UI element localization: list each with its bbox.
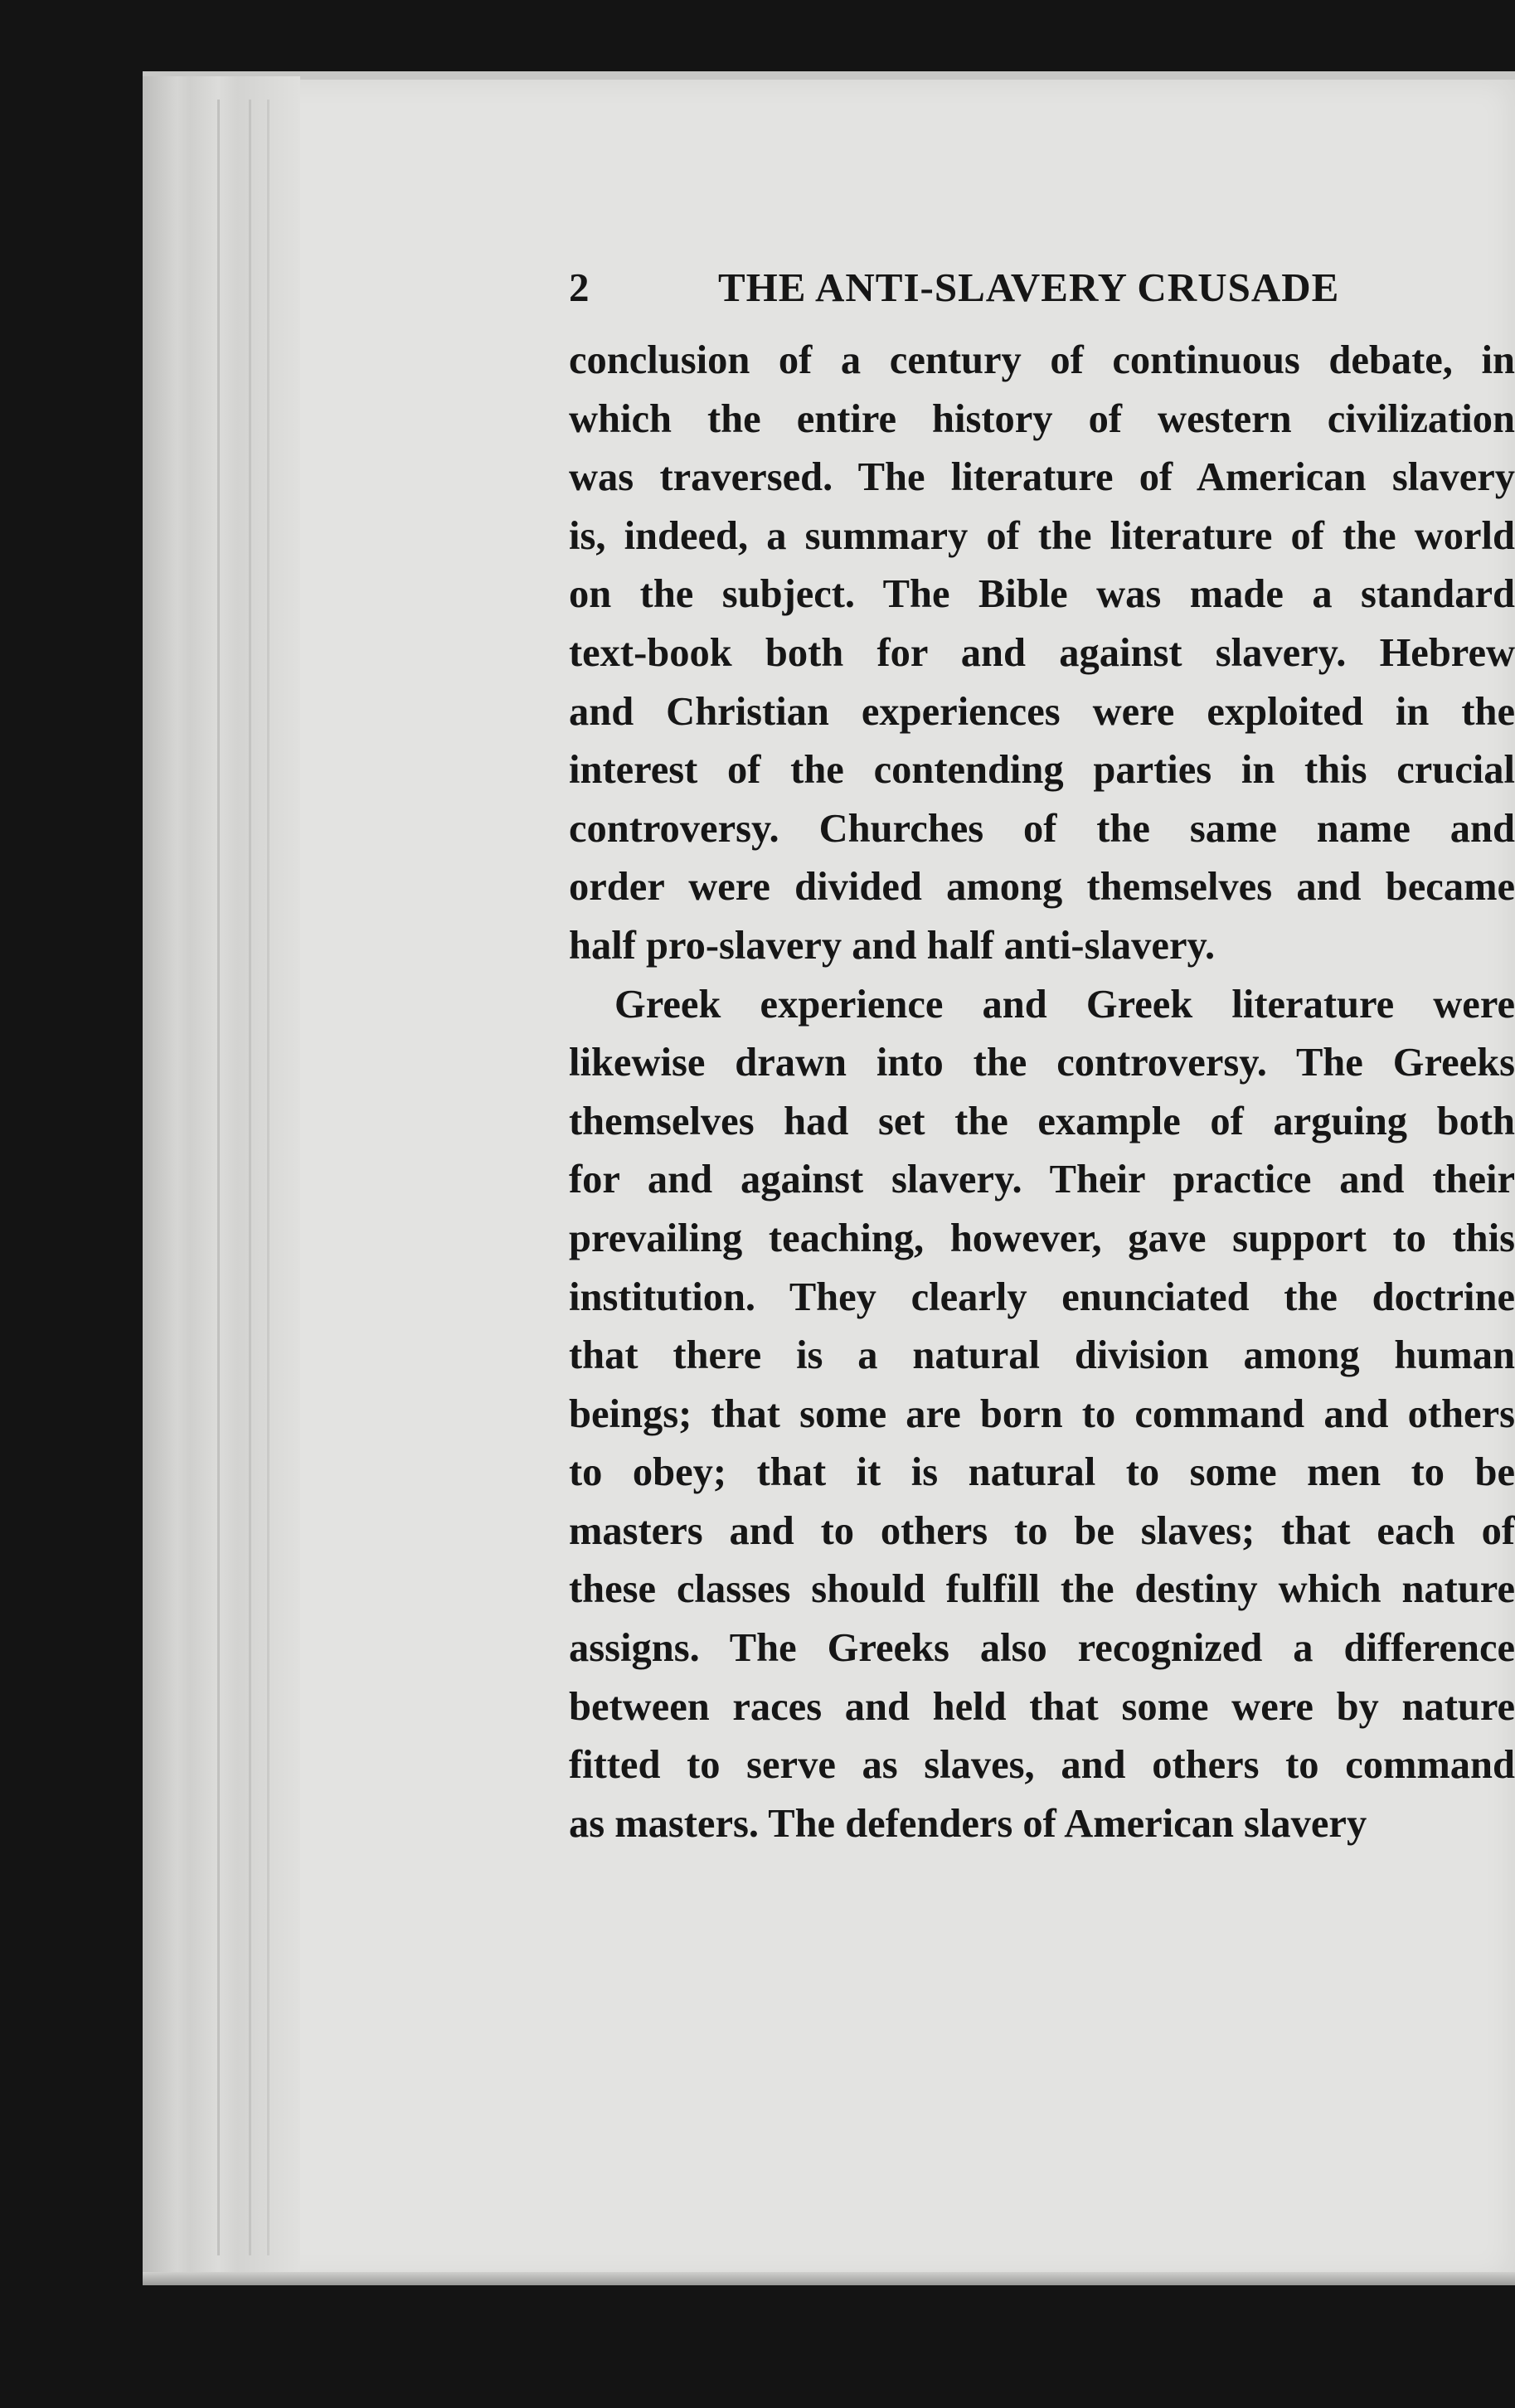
- text-line: assigns. The Greeks also recognized a difference: [569, 1626, 1515, 1671]
- text-line: fitted to serve as slaves, and others to command: [569, 1743, 1515, 1788]
- text-line: these classes should fulfill the destiny which nature: [569, 1567, 1515, 1612]
- running-title: THE ANTI-SLAVERY CRUSADE: [718, 265, 1340, 310]
- text-line: half pro-slavery and half anti-slavery.: [569, 923, 1216, 968]
- text-line: interest of the contending parties in this crucial: [569, 748, 1515, 793]
- page-number: 2: [569, 265, 590, 310]
- text-line: themselves had set the example of arguing both: [569, 1099, 1515, 1143]
- text-line: institution. They clearly enunciated the doctrine: [569, 1274, 1515, 1319]
- text-line: that there is a natural division among human: [569, 1333, 1515, 1378]
- text-line: conclusion of a century of continuous debate, in: [569, 338, 1515, 382]
- page-bottom-edge: [143, 2272, 1515, 2285]
- text-line: as masters. The defenders of American slavery: [569, 1801, 1367, 1846]
- body-text: [569, 332, 1515, 1853]
- text-line: beings; that some are born to command and others: [569, 1391, 1515, 1436]
- binding-crease-line: [249, 100, 251, 2255]
- text-line: was traversed. The literature of American slavery: [569, 455, 1515, 500]
- running-header: [569, 264, 1514, 317]
- text-line: and Christian experiences were exploited in the: [569, 689, 1515, 734]
- text-line: on the subject. The Bible was made a standard: [569, 572, 1515, 617]
- text-line: which the entire history of western civilization: [569, 396, 1515, 441]
- binding-crease-line: [267, 100, 269, 2255]
- text-line: between races and held that some were by nature: [569, 1684, 1515, 1729]
- text-line: Greek experience and Greek literature were: [614, 982, 1515, 1027]
- book-binding-gutter: [143, 76, 300, 2282]
- text-line: to obey; that it is natural to some men to be: [569, 1450, 1515, 1495]
- text-line: masters and to others to be slaves; that each of: [569, 1508, 1515, 1553]
- text-line: controversy. Churches of the same name and: [569, 806, 1515, 851]
- text-line: is, indeed, a summary of the literature of the world: [569, 513, 1515, 558]
- text-line: for and against slavery. Their practice and their: [569, 1158, 1515, 1202]
- text-line: prevailing teaching, however, gave support to this: [569, 1216, 1515, 1260]
- binding-crease-line: [217, 100, 220, 2255]
- text-line: order were divided among themselves and became: [569, 865, 1515, 910]
- text-line: text-book both for and against slavery. Hebrew: [569, 630, 1515, 675]
- page-top-edge: [143, 71, 1515, 80]
- text-line: likewise drawn into the controversy. The Greeks: [569, 1041, 1515, 1085]
